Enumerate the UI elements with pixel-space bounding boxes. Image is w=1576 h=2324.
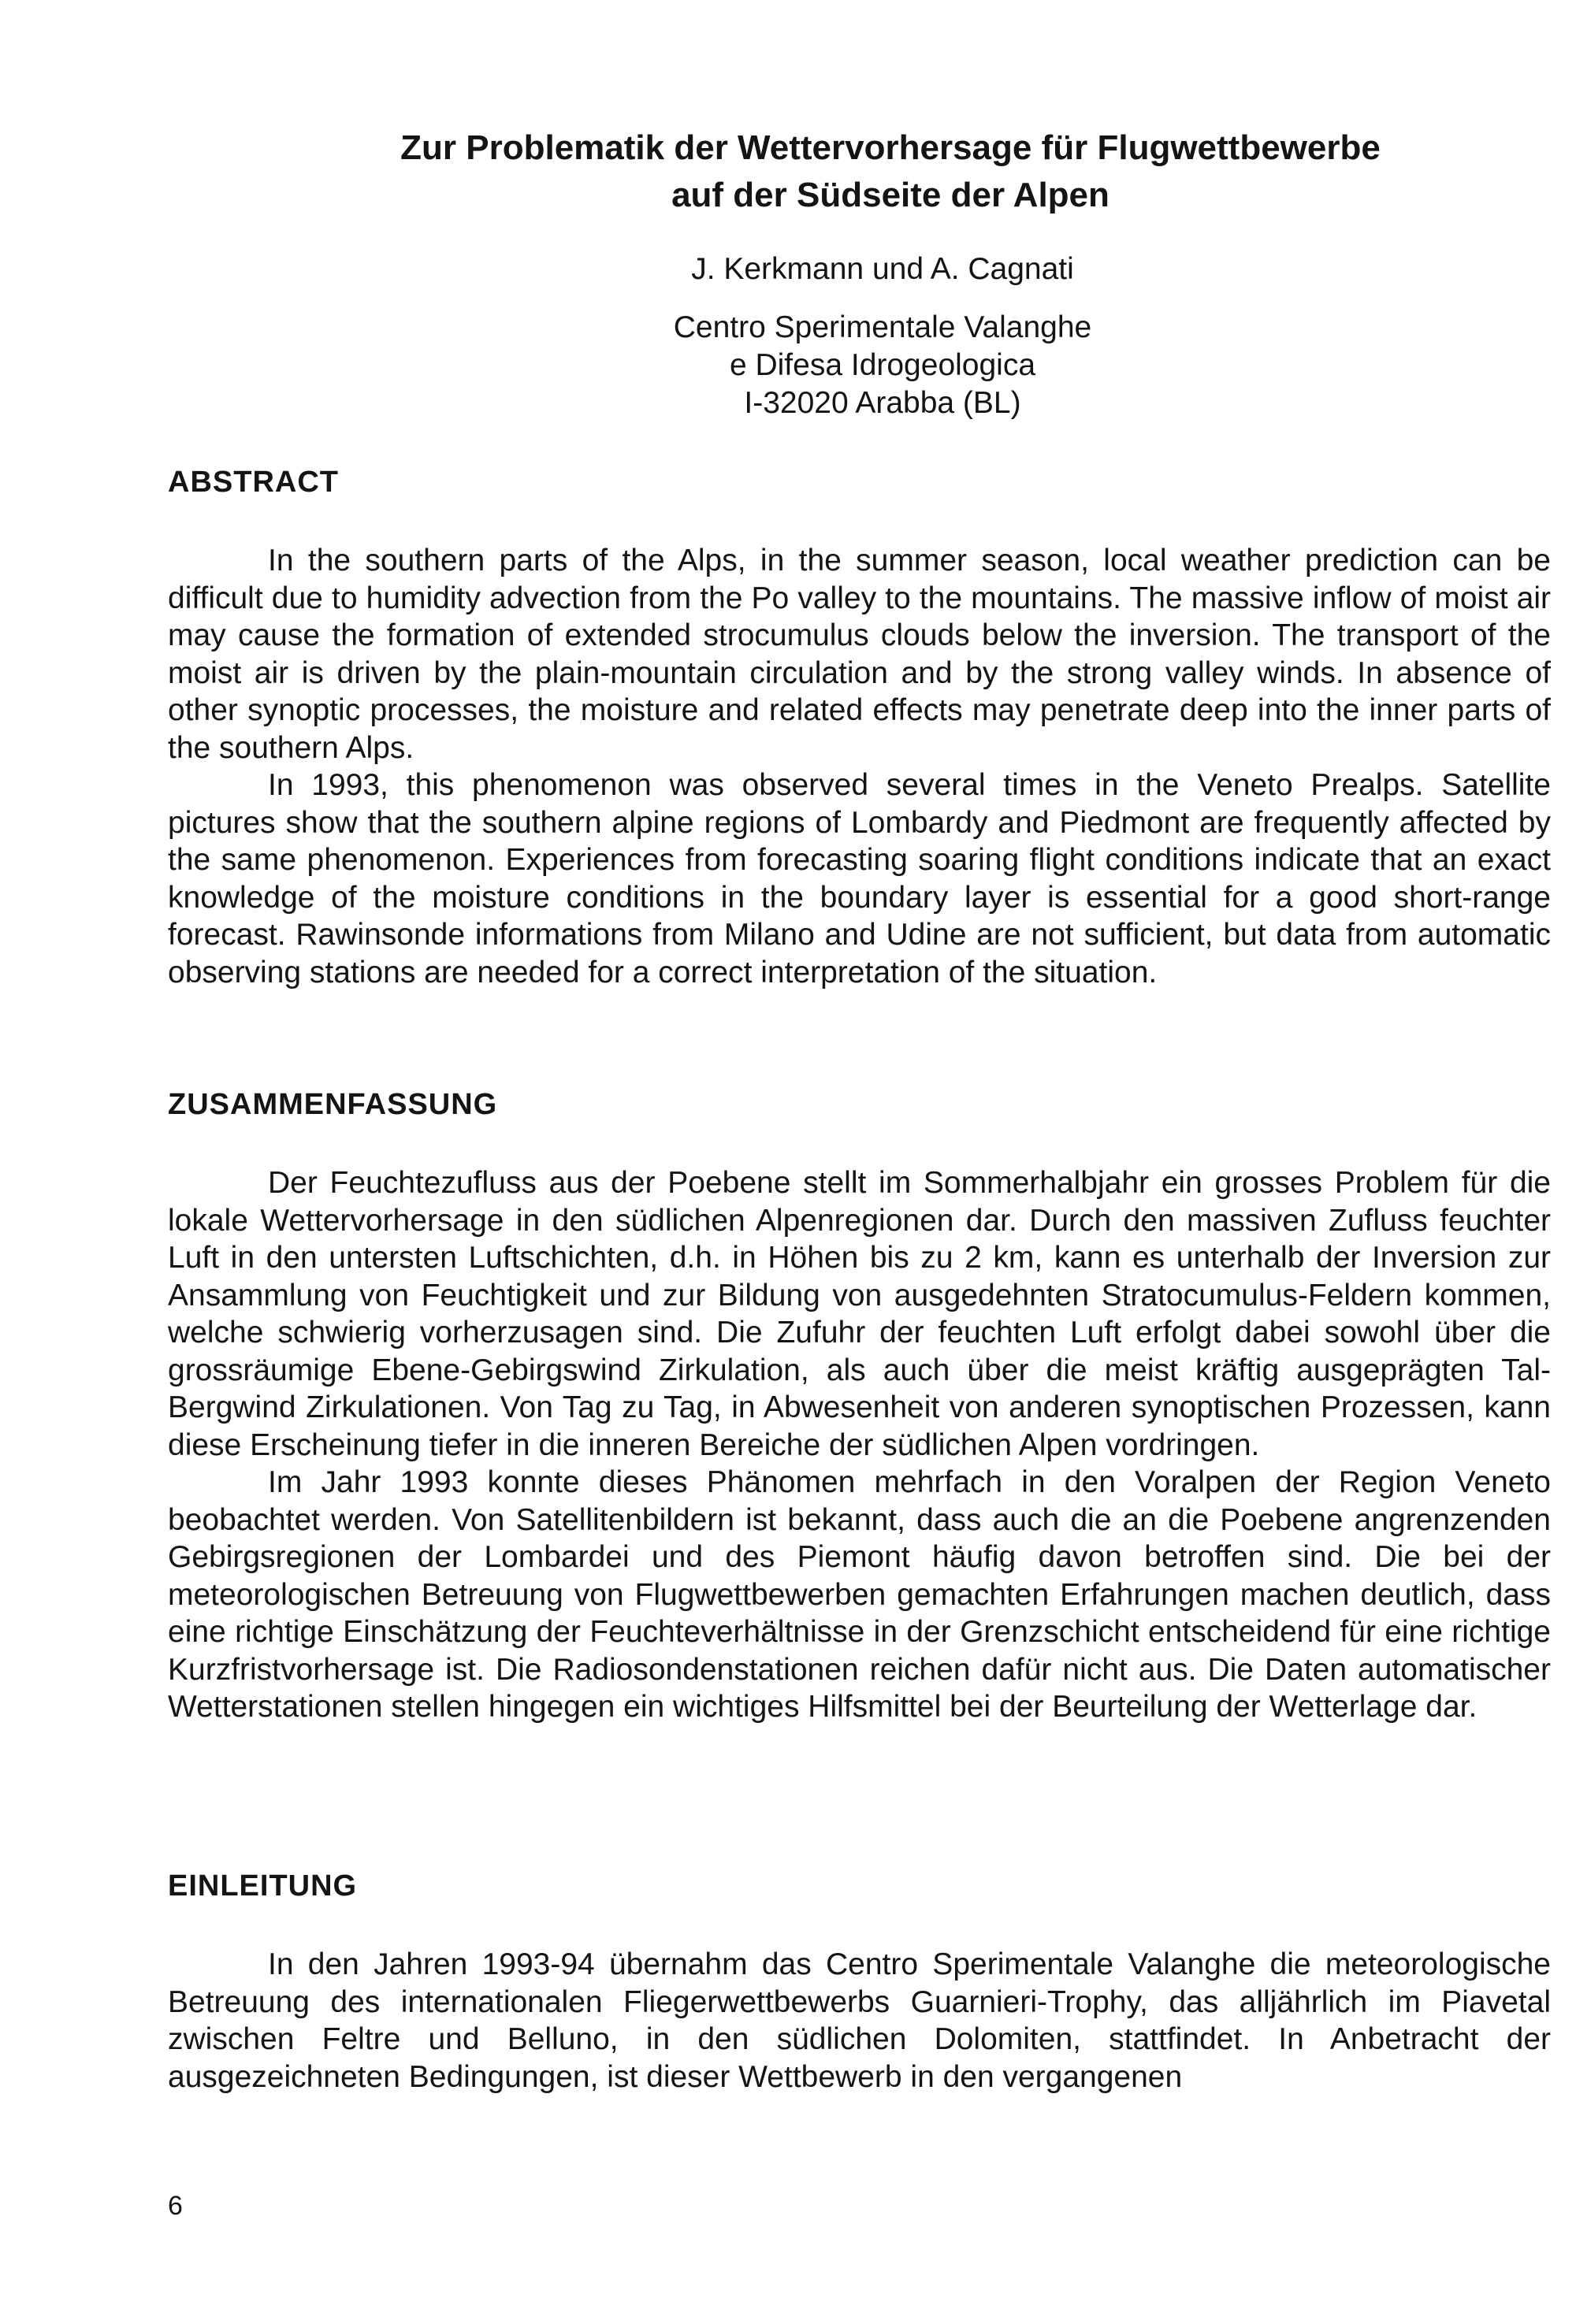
einleitung-paragraph-1: In den Jahren 1993-94 übernahm das Centro Sperimentale Valanghe die meteorologische Betreuung des internationalen Fliegerwettbewerbs Guarnieri-Trophy, das alljährlich im Piavetal zwischen Feltre und Belluno, in den südlichen Dolomiten, stattfindet. In Anbetracht der ausgezeichneten Bedingungen, ist dieser Wettbewerb in den vergangenen bbox=[168, 1947, 1551, 2094]
affiliation bbox=[607, 309, 1158, 422]
abstract-heading: ABSTRACT bbox=[168, 466, 339, 499]
abstract-body bbox=[168, 542, 1551, 991]
abstract-paragraph-2: In 1993, this phenomenon was observed several times in the Veneto Prealps. Satellite pictures show that the southern alpine regions of Lombardy and Piedmont are frequently affected by the same phenomenon. Experiences from forecasting soaring flight conditions indicate that an exact knowledge of the moisture conditions in the boundary layer is essential for a good short-range forecast. Rawinsonde informations from Milano and Udine are not sufficient, but data from automatic observing stations are needed for a correct interpretation of the situation. bbox=[168, 768, 1551, 989]
einleitung-body bbox=[168, 1946, 1551, 2096]
affiliation-line-2: e Difesa Idrogeologica bbox=[729, 348, 1036, 382]
title-line-1: Zur Problematik der Wettervorhersage für Flugwettbewerbe bbox=[400, 128, 1381, 167]
zusammenfassung-body bbox=[168, 1164, 1551, 1726]
zusammenfassung-paragraph-2: Im Jahr 1993 konnte dieses Phänomen mehrfach in den Voralpen der Region Veneto beobachtet werden. Von Satellitenbildern ist bekannt, dass auch die an die Poebene angrenzenden Gebirgsregionen der Lombardei und des Piemont häufig davon betroffen sind. Die bei der meteorologischen Betreuung von Flugwettbewerben gemachten Erfahrungen machen deutlich, dass eine richtige Einschätzung der Feuchteverhältnisse in der Grenzschicht entscheidend für eine richtige Kurzfristvorhersage ist. Die Radiosondenstationen reichen dafür nicht aus. Die Daten automatischer Wetterstationen stellen hingegen ein wichtiges Hilfsmittel bei der Beurteilung der Wetterlage dar. bbox=[168, 1465, 1551, 1724]
zusammenfassung-paragraph-1: Der Feuchtezufluss aus der Poebene stellt im Sommerhalbjahr ein grosses Problem für die lokale Wettervorhersage in den südlichen Alpenregionen dar. Durch den massiven Zufluss feuchter Luft in den untersten Luftschichten, d.h. in Höhen bis zu 2 km, kann es unterhalb der Inversion zur Ansammlung von Feuchtigkeit und zur Bildung von ausgedehnten Stratocumulus-Feldern kommen, welche schwierig vorherzusagen sind. Die Zufuhr der feuchten Luft erfolgt dabei sowohl über die grossräumige Ebene-Gebirgswind Zirkulation, als auch über die meist kräftig ausgeprägten Tal-Bergwind Zirkulationen. Von Tag zu Tag, in Abwesenheit von anderen synoptischen Prozessen, kann diese Erscheinung tiefer in die inneren Bereiche der südlichen Alpen vordringen. bbox=[168, 1166, 1551, 1462]
abstract-paragraph-1: In the southern parts of the Alps, in the summer season, local weather prediction can be difficult due to humidity advection from the Po valley to the mountains. The massive inflow of moist air may cause the formation of extended strocumulus clouds below the inversion. The transport of the moist air is driven by the plain-mountain circulation and by the strong valley winds. In absence of other synoptic processes, the moisture and related effects may penetrate deep into the inner parts of the southern Alps. bbox=[168, 544, 1551, 765]
zusammenfassung-heading: ZUSAMMENFASSUNG bbox=[168, 1088, 498, 1121]
authors: J. Kerkmann und A. Cagnati bbox=[691, 252, 1074, 286]
affiliation-line-1: Centro Sperimentale Valanghe bbox=[673, 310, 1092, 344]
title-line-2: auf der Südseite der Alpen bbox=[671, 176, 1110, 214]
einleitung-heading: EINLEITUNG bbox=[168, 1869, 358, 1903]
paper-title bbox=[181, 124, 1576, 219]
affiliation-line-3: I-32020 Arabba (BL) bbox=[744, 386, 1021, 420]
page-number: 6 bbox=[168, 2191, 183, 2221]
